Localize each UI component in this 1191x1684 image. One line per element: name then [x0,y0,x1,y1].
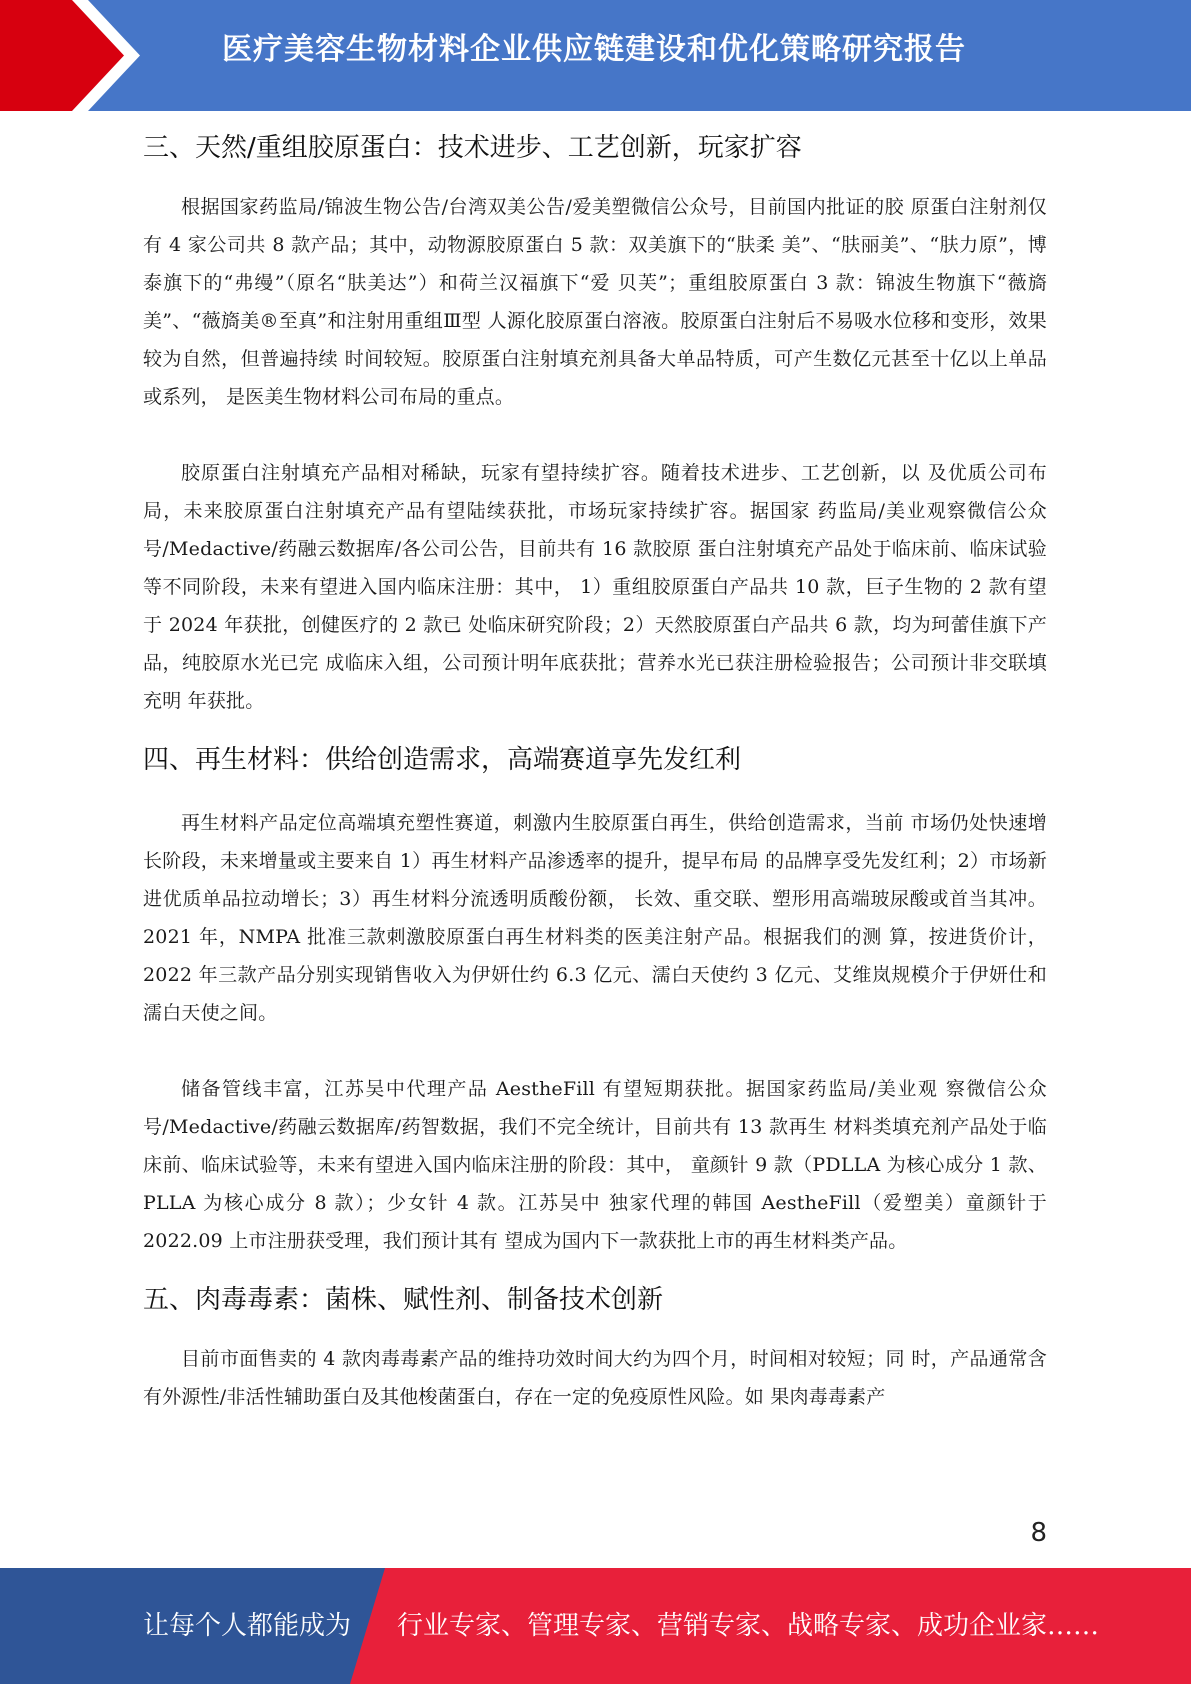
footer-slogan-right: 行业专家、管理专家、营销专家、战略专家、成功企业家…… [397,1611,1100,1641]
footer-slogan-left: 让每个人都能成为 [143,1611,352,1641]
section-heading-collagen: 三、天然/重组胶原蛋白：技术进步、工艺创新，玩家扩容 [143,133,802,163]
document-body [143,120,1047,1416]
page-footer [0,1568,1191,1684]
paragraph: 再生材料产品定位高端填充塑性赛道，刺激内生胶原蛋白再生，供给创造需求，当前 市场仍处快速增长阶段，未来增量或主要来自 1）再生材料产品渗透率的提升，提早布局 的品牌享受先发红利；2）市场新进优质单品拉动增长；3）再生材料分流透明质酸份额， 长效、重交联、塑形用高端玻尿酸或首当其冲。 2021 年，NMPA 批准三款刺激胶原蛋白再生材料类的医美注射产品。根据我们的测 算，按进货价计，2022 年三款产品分别实现销售收入为伊妍仕约 6.3 亿元、濡白天使约 3 亿元、艾维岚规模介于伊妍仕和濡白天使之间。 [143,812,1047,1024]
header-title: 医疗美容生物材料企业供应链建设和优化策略研究报告 [222,32,966,67]
header-red-chevron [0,0,140,111]
paragraph: 目前市面售卖的 4 款肉毒毒素产品的维持功效时间大约为四个月，时间相对较短；同 时，产品通常含有外源性/非活性辅助蛋白及其他梭菌蛋白，存在一定的免疫原性风险。如 果肉毒毒素产 [143,1348,1047,1408]
paragraph: 储备管线丰富，江苏吴中代理产品 AestheFill 有望短期获批。据国家药监局/美业观 察微信公众号/Medactive/药融云数据库/药智数据，我们不完全统计，目前共有 13 款再生 材料类填充剂产品处于临床前、临床试验等，未来有望进入国内临床注册的阶段：其中， 童颜针 9 款（PDLLA 为核心成分 1 款、PLLA 为核心成分 8 款）；少女针 4 款。江苏吴中 独家代理的韩国 AestheFill（爱塑美）童颜针于 2022.09 上市注册获受理，我们预计其有 望成为国内下一款获批上市的再生材料类产品。 [143,1078,1047,1252]
page-header [0,0,1191,111]
paragraph: 根据国家药监局/锦波生物公告/台湾双美公告/爱美塑微信公众号，目前国内批证的胶 原蛋白注射剂仅有 4 家公司共 8 款产品；其中，动物源胶原蛋白 5 款：双美旗下的“肤柔 美”、“肤丽美”、“肤力原”，博泰旗下的“弗缦”（原名“肤美达”）和荷兰汉福旗下“爱 贝芙”；重组胶原蛋白 3 款：锦波生物旗下“薇旖美”、“薇旖美®至真”和注射用重组Ⅲ型 人源化胶原蛋白溶液。胶原蛋白注射后不易吸水位移和变形，效果较为自然，但普遍持续 时间较短。胶原蛋白注射填充剂具备大单品特质，可产生数亿元甚至十亿以上单品或系列， 是医美生物材料公司布局的重点。 [143,196,1047,408]
section-heading-regenerative: 四、再生材料：供给创造需求，高端赛道享先发红利 [143,745,742,775]
page-number: 8 [1030,1518,1047,1548]
paragraph: 胶原蛋白注射填充产品相对稀缺，玩家有望持续扩容。随着技术进步、工艺创新，以 及优质公司布局，未来胶原蛋白注射填充产品有望陆续获批，市场玩家持续扩容。据国家 药监局/美业观察微信公众号/Medactive/药融云数据库/各公司公告，目前共有 16 款胶原 蛋白注射填充产品处于临床前、临床试验等不同阶段，未来有望进入国内临床注册：其中， 1）重组胶原蛋白产品共 10 款，巨子生物的 2 款有望于 2024 年获批，创健医疗的 2 款已 处临床研究阶段；2）天然胶原蛋白产品共 6 款，均为珂蕾佳旗下产品，纯胶原水光已完 成临床入组，公司预计明年底获批；营养水光已获注册检验报告；公司预计非交联填充明 年获批。 [143,462,1047,712]
section-heading-botulinum: 五、肉毒毒素：菌株、赋性剂、制备技术创新 [143,1285,664,1315]
